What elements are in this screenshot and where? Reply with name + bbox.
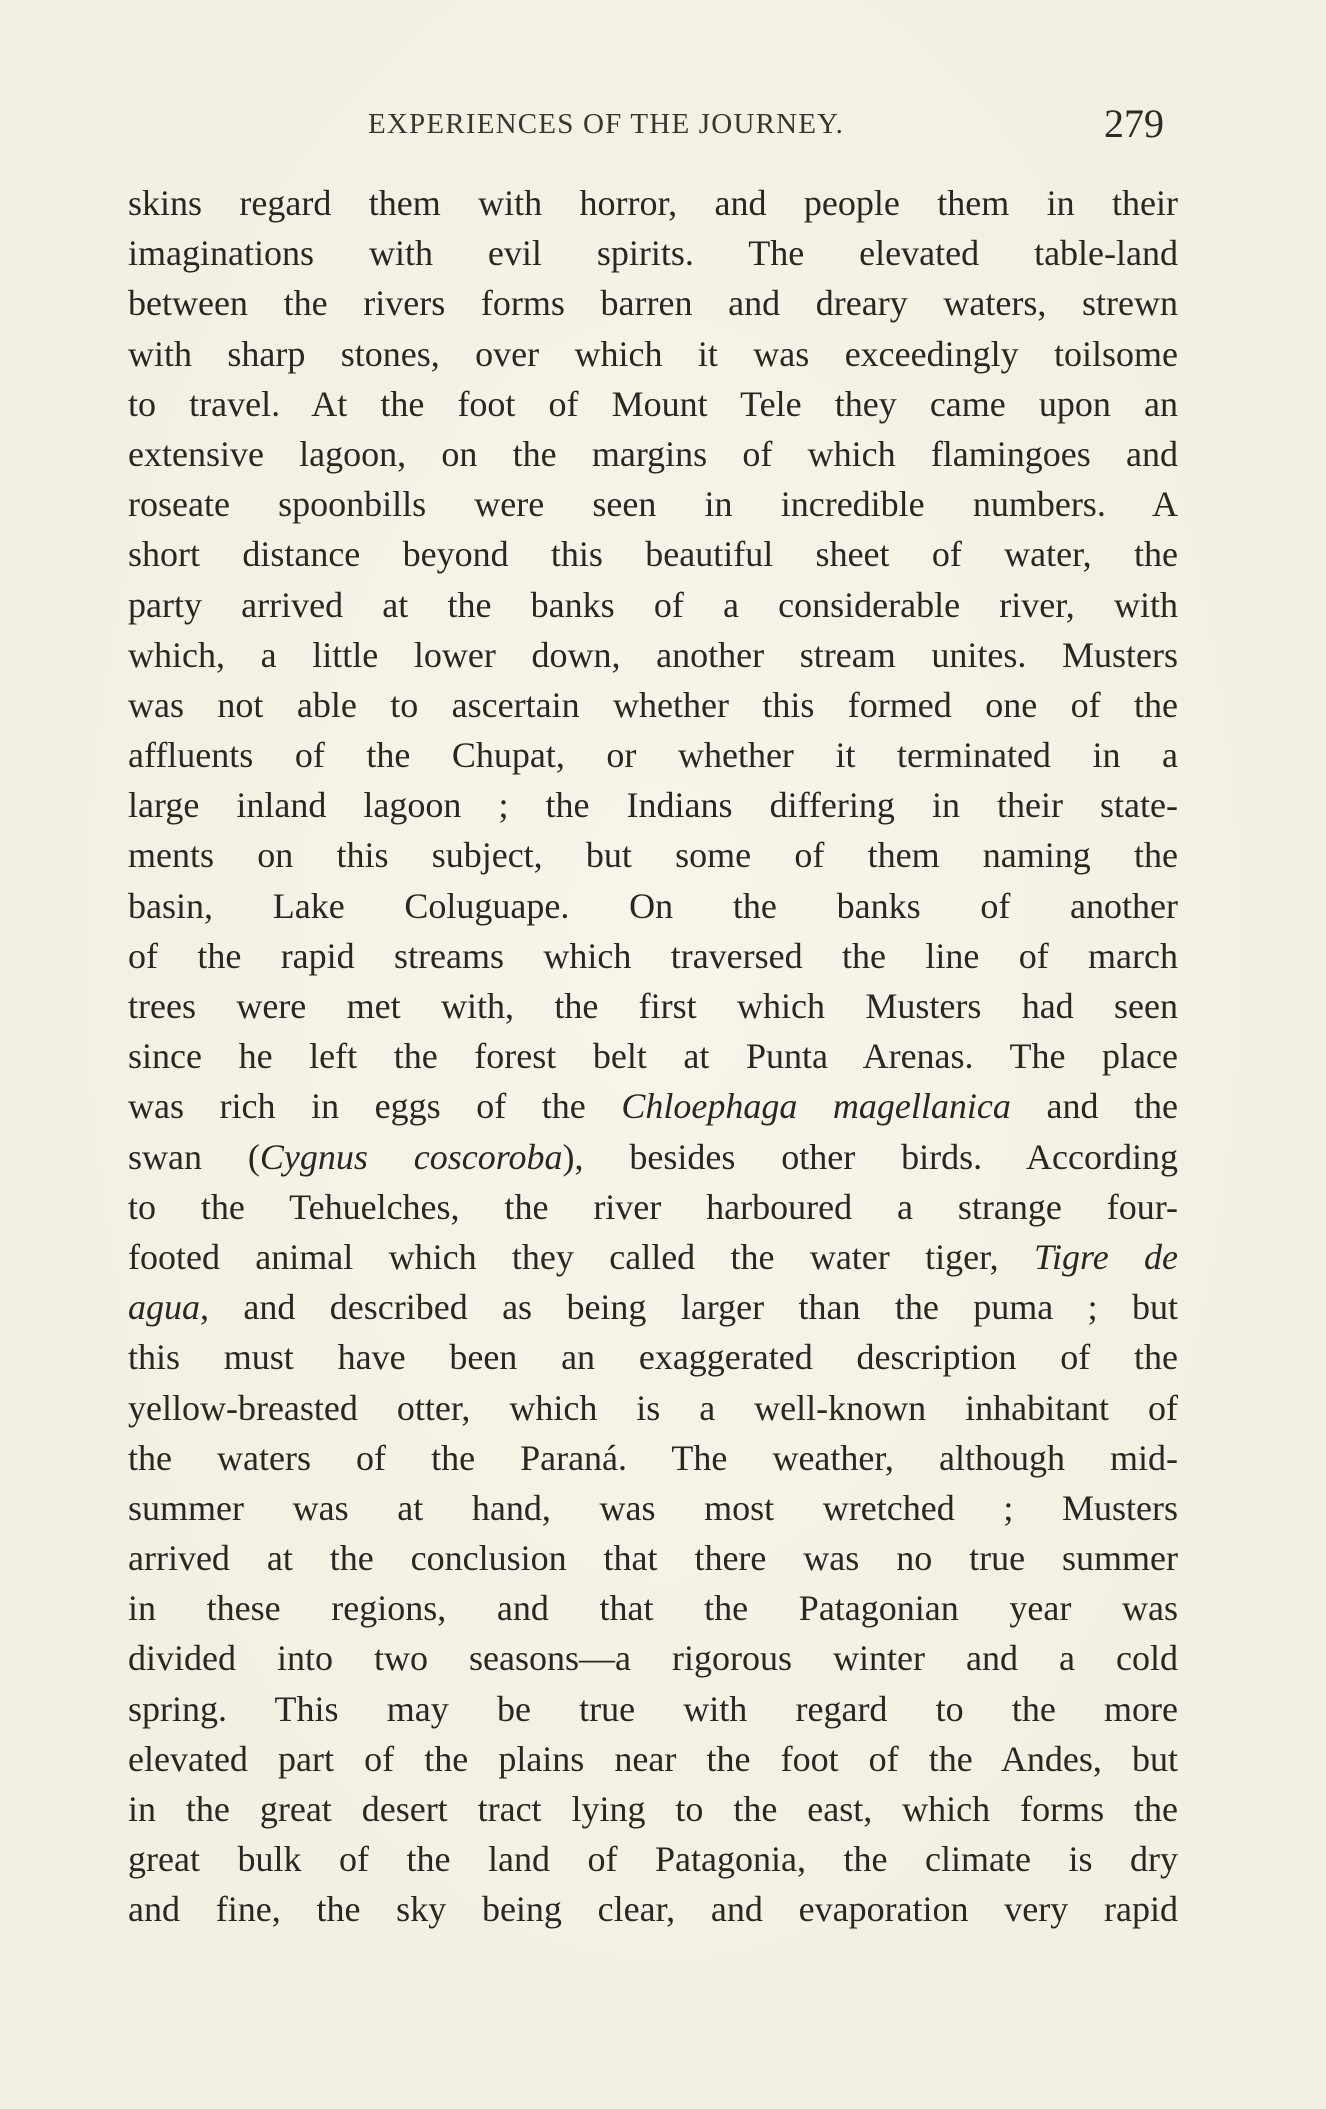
text-line: basin, Lake Coluguape. On the banks of another (128, 885, 1178, 926)
text-line: since he left the forest belt at Punta Arenas. The place (128, 1036, 1178, 1077)
text-line: great bulk of the land of Patagonia, the climate is dry (128, 1839, 1178, 1880)
text-line: extensive lagoon, on the margins of which flamingoes and (128, 433, 1178, 474)
text-line: summer was at hand, was most wretched ; Musters (128, 1487, 1178, 1528)
text-line: the waters of the Paraná. The weather, although mid- (128, 1437, 1178, 1478)
text-line (128, 1282, 1178, 1332)
text-line: elevated part of the plains near the foot of the Andes, but (128, 1738, 1178, 1779)
text-run: footed animal which they called the water tiger, (128, 1236, 1034, 1277)
text-run: swan ( (128, 1136, 260, 1177)
text-line: large inland lagoon ; the Indians differing in their state- (128, 785, 1178, 826)
italic-foreign-term: Tigre de (1033, 1236, 1178, 1277)
text-line: was not able to ascertain whether this formed one of the (128, 684, 1178, 725)
text-line: short distance beyond this beautiful sheet of water, the (128, 534, 1178, 575)
text-run: ), besides other birds. According (562, 1136, 1178, 1177)
text-line: in the great desert tract lying to the east, which forms the (128, 1789, 1178, 1829)
text-line: yellow-breasted otter, which is a well-known inhabitant of (128, 1387, 1178, 1428)
text-line: skins regard them with horror, and people them in their (128, 183, 1178, 223)
text-line (128, 1081, 1178, 1131)
italic-foreign-term: agua (128, 1287, 200, 1328)
text-line: to the Tehuelches, the river harboured a strange four- (128, 1186, 1178, 1227)
text-run: , and described as being larger than the puma ; but (200, 1287, 1178, 1328)
text-line: divided into two seasons—a rigorous winter and a cold (128, 1638, 1178, 1679)
italic-species-name: Cygnus coscoroba (259, 1136, 563, 1177)
text-line: and fine, the sky being clear, and evaporation very rapid (128, 1889, 1178, 1930)
text-line: which, a little lower down, another stream unites. Musters (128, 634, 1178, 675)
text-line: trees were met with, the first which Musters had seen (128, 986, 1178, 1026)
text-line: affluents of the Chupat, or whether it terminated in a (128, 735, 1178, 776)
text-run: was rich in eggs of the (128, 1086, 622, 1127)
text-line: roseate spoonbills were seen in incredible numbers. A (128, 484, 1178, 525)
text-line: arrived at the conclusion that there was no true summer (128, 1538, 1178, 1579)
text-line: this must have been an exaggerated description of the (128, 1337, 1178, 1378)
text-line: with sharp stones, over which it was exceedingly toilsome (128, 333, 1178, 374)
text-line: to travel. At the foot of Mount Tele they came upon an (128, 383, 1178, 424)
text-line (128, 1232, 1178, 1282)
chapter-running-title: EXPERIENCES OF THE JOURNEY. (368, 108, 845, 140)
text-line (128, 1132, 1178, 1182)
page-number: 279 (1104, 101, 1164, 146)
text-line: ments on this subject, but some of them naming the (128, 835, 1178, 876)
text-line: party arrived at the banks of a considerable river, with (128, 584, 1178, 625)
body-text (128, 178, 1178, 1935)
text-line: in these regions, and that the Patagonian year was (128, 1588, 1178, 1629)
text-line: between the rivers forms barren and dreary waters, strewn (128, 283, 1178, 324)
text-run: and the (1010, 1086, 1178, 1127)
text-line: spring. This may be true with regard to the more (128, 1688, 1178, 1729)
running-head (128, 100, 1164, 150)
text-line: imaginations with evil spirits. The elevated table-land (128, 233, 1178, 274)
italic-species-name: Chloephaga magellanica (621, 1086, 1011, 1127)
text-line: of the rapid streams which traversed the line of march (128, 935, 1178, 976)
